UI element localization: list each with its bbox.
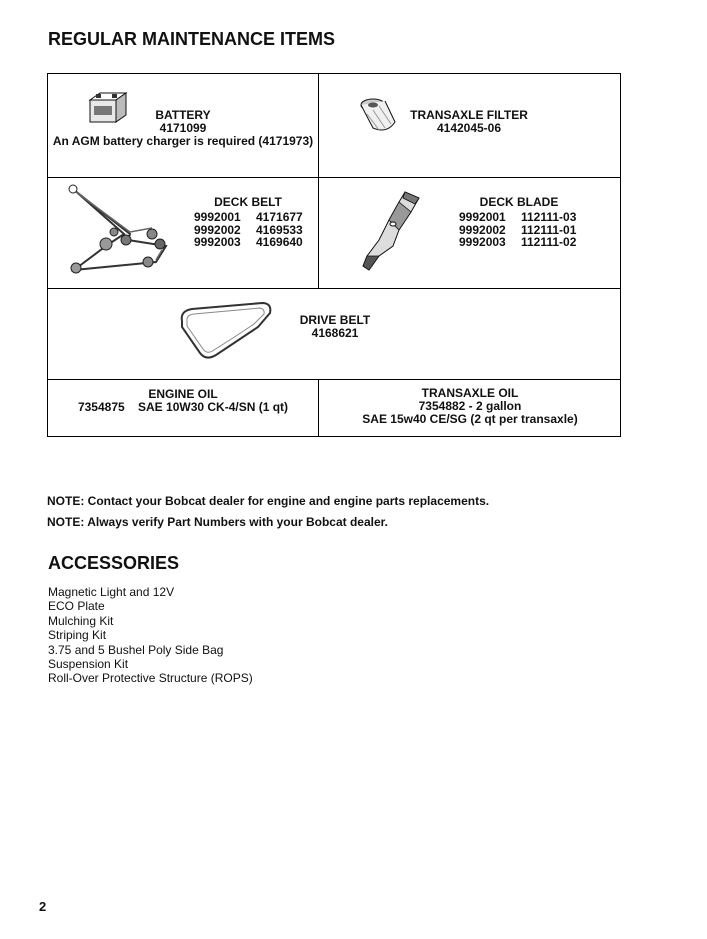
blade-part-number: 112111-01	[521, 222, 577, 237]
page-number: 2	[39, 899, 47, 914]
page-title: REGULAR MAINTENANCE ITEMS	[48, 29, 335, 49]
deck-blade-row	[459, 211, 576, 224]
transaxle-filter-cell	[319, 74, 621, 177]
oil-filter-icon	[359, 96, 401, 136]
deck-belt-part-table	[194, 211, 303, 249]
drive-belt-part-number: 4168621	[311, 326, 359, 340]
list-item: Roll-Over Protective Structure (ROPS)	[48, 671, 253, 686]
dealer-engine-note: NOTE: Contact your Bobcat dealer for engine and engine parts replacements.	[47, 494, 490, 508]
belt-part-number: 4169533	[256, 222, 303, 237]
list-item: ECO Plate	[48, 599, 105, 614]
battery-charger-note: An AGM battery charger is required (4171973)	[52, 134, 314, 148]
transaxle-filter-part-number: 4142045-06	[436, 121, 502, 135]
list-item: Suspension Kit	[48, 657, 129, 672]
list-item: Mulching Kit	[48, 613, 114, 628]
list-item: 3.75 and 5 Bushel Poly Side Bag	[48, 642, 224, 657]
battery-cell	[48, 74, 318, 177]
deck-blade-row	[459, 236, 576, 249]
maintenance-items-table	[47, 73, 621, 437]
deck-model-number: 9992001	[459, 210, 506, 224]
engine-oil-cell	[48, 380, 318, 437]
engine-oil-spec: SAE 10W30 CK-4/SN (1 qt)	[138, 400, 289, 414]
list-item: Magnetic Light and 12V	[48, 585, 175, 599]
belt-part-number: 4171677	[256, 210, 303, 224]
engine-oil-part-number: 7354875	[77, 400, 125, 414]
deck-model-number: 9992003	[194, 235, 241, 249]
drive-belt-icon	[176, 297, 276, 363]
deck-model-number: 9992002	[194, 222, 241, 237]
blade-part-number: 112111-02	[521, 235, 577, 249]
deck-blade-name: DECK BLADE	[479, 195, 559, 209]
deck-blade-part-table	[459, 211, 576, 249]
accessories-list	[48, 585, 253, 686]
deck-model-number: 9992001	[194, 210, 241, 224]
battery-icon	[86, 90, 130, 126]
belt-part-number: 4169640	[256, 235, 303, 249]
deck-belt-row	[194, 236, 303, 249]
verify-part-numbers-note: NOTE: Always verify Part Numbers with your Bobcat dealer.	[47, 515, 388, 529]
deck-blade-cell	[319, 178, 621, 288]
mower-blade-icon	[359, 190, 423, 274]
transaxle-filter-name: TRANSAXLE FILTER	[410, 108, 528, 122]
battery-name: BATTERY	[155, 108, 211, 122]
blade-part-number: 112111-03	[521, 210, 577, 224]
transaxle-oil-part-number: 7354882 - 2 gallon	[418, 399, 522, 413]
deck-belt-cell	[48, 178, 318, 288]
engine-oil-name: ENGINE OIL	[148, 387, 218, 401]
deck-belt-name: DECK BELT	[214, 195, 282, 209]
deck-model-number: 9992002	[459, 222, 506, 237]
drive-belt-name: DRIVE BELT	[299, 313, 371, 327]
deck-model-number: 9992003	[459, 235, 506, 249]
transaxle-oil-spec: SAE 15w40 CE/SG (2 qt per transaxle)	[362, 412, 578, 426]
deck-belt-icon	[66, 182, 186, 274]
list-item: Striping Kit	[48, 628, 107, 643]
accessories-title: ACCESSORIES	[48, 553, 180, 573]
transaxle-oil-cell	[319, 380, 621, 437]
drive-belt-cell	[48, 289, 621, 379]
transaxle-oil-name: TRANSAXLE OIL	[421, 386, 519, 400]
deck-belt-row	[194, 211, 303, 224]
battery-part-number: 4171099	[159, 121, 207, 135]
